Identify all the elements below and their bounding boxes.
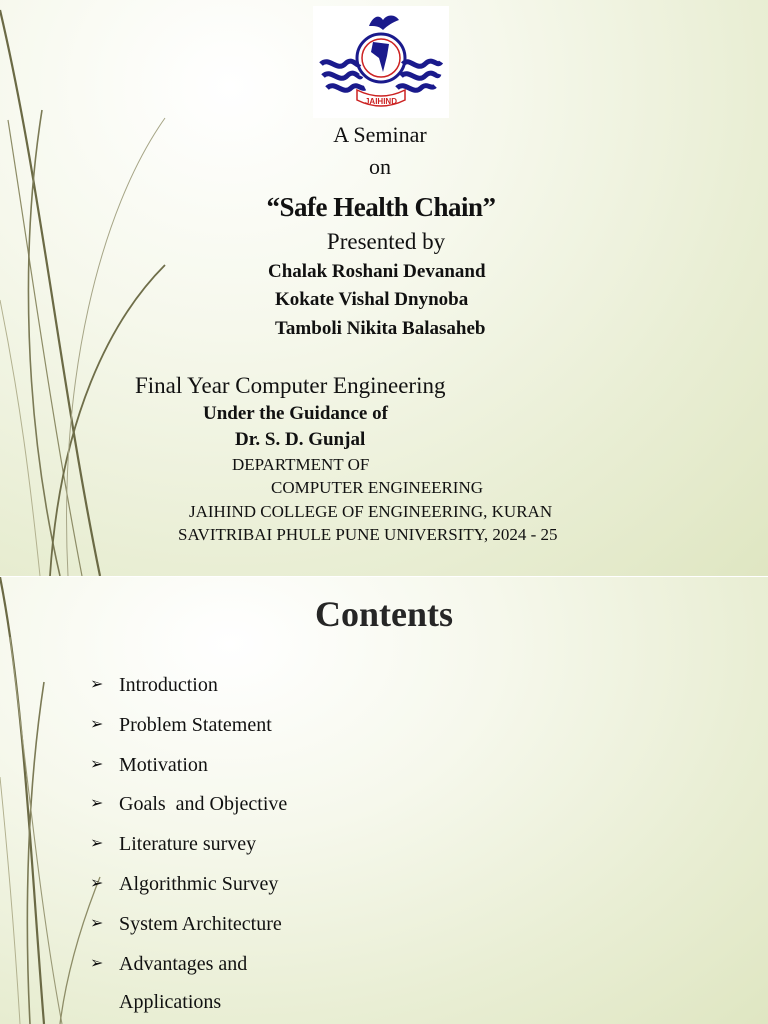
arrow-bullet-icon: ➢: [90, 793, 104, 812]
a-seminar-text: A Seminar: [333, 122, 427, 147]
presenter-3: Tamboli Nikita Balasaheb: [275, 318, 486, 339]
toc-item-applications: Applications: [119, 991, 222, 1013]
arrow-bullet-icon: ➢: [90, 674, 104, 693]
jaihind-college-logo-icon: [313, 6, 449, 118]
arrow-bullet-icon: ➢: [90, 754, 104, 773]
presented-by-text: Presented by: [326, 229, 446, 254]
arrow-bullet-icon: ➢: [90, 873, 104, 892]
college-logo: [313, 6, 449, 118]
guidance-label: Under the Guidance of: [203, 403, 388, 424]
toc-item-algorithmic-survey: ➢ Algorithmic Survey: [90, 873, 279, 895]
arrow-bullet-icon: ➢: [90, 714, 104, 733]
toc-item-motivation: ➢ Motivation: [90, 754, 208, 776]
toc-item-system-architecture: ➢ System Architecture: [90, 913, 282, 935]
guide-name: Dr. S. D. Gunjal: [235, 429, 366, 450]
toc-item-literature-survey: ➢ Literature survey: [90, 833, 257, 855]
contents-slide: [0, 577, 768, 1024]
presenter-1: Chalak Roshani Devanand: [268, 261, 486, 282]
contents-title: Contents: [314, 594, 453, 634]
arrow-bullet-icon: ➢: [90, 913, 104, 932]
arrow-bullet-icon: ➢: [90, 833, 104, 852]
university-name: SAVITRIBAI PHULE PUNE UNIVERSITY, 2024 - 25: [178, 525, 558, 544]
on-text: on: [369, 154, 391, 179]
toc-item-advantages: ➢ Advantages and: [90, 953, 248, 975]
college-name: JAIHIND COLLEGE OF ENGINEERING, KURAN: [189, 502, 553, 521]
logo-text: JAIHIND: [364, 97, 398, 106]
department-name: COMPUTER ENGINEERING: [271, 478, 484, 497]
toc-item-problem-statement: ➢ Problem Statement: [90, 714, 272, 736]
presenter-2: Kokate Vishal Dnynoba: [275, 289, 469, 310]
arrow-bullet-icon: ➢: [90, 953, 104, 972]
toc-item-goals-objective: ➢ Goals and Objective: [90, 793, 288, 815]
course-text: Final Year Computer Engineering: [135, 373, 446, 398]
department-of-text: DEPARTMENT OF: [232, 455, 370, 474]
toc-item-introduction: ➢ Introduction: [90, 674, 218, 696]
seminar-title: “Safe Health Chain”: [266, 192, 496, 222]
